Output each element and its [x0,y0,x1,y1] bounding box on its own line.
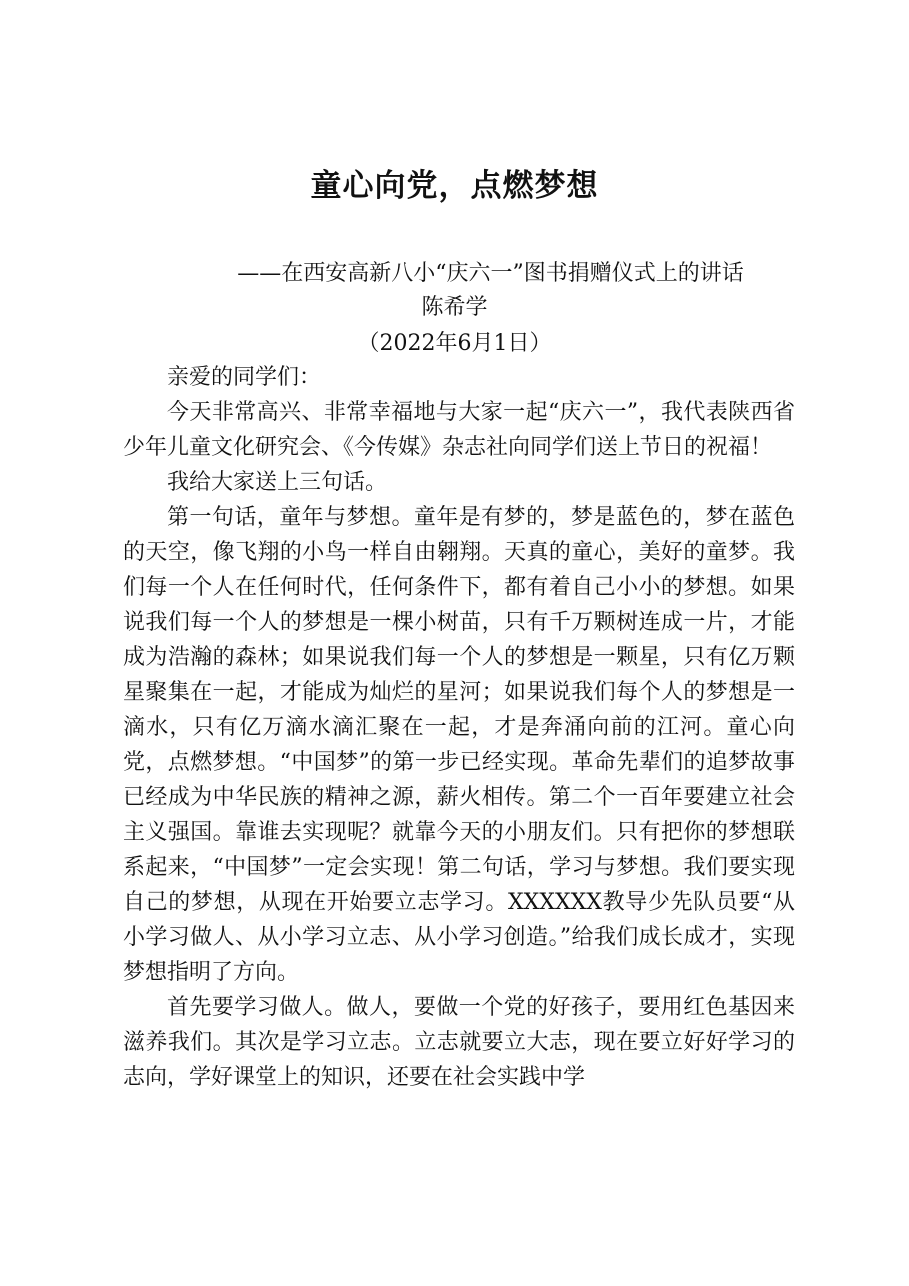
document-date: （2022年6月1日） [357,331,552,356]
paragraph: 首先要学习做人。做人，要做一个党的好孩子，要用红色基因来滋养我们。其次是学习立志。立志就要立大志，现在要立好好学习的志向，学好课堂上的知识，还要在社会实践中学 [123,995,795,1090]
paragraph: 今天非常高兴、非常幸福地与大家一起“庆六一”，我代表陕西省少年儿童文化研究会、《今传媒》杂志社向同学们送上节日的祝福！ [123,400,795,460]
paragraph: 我给大家送上三句话。 [167,470,388,495]
document-subtitle: ——在西安高新八小“庆六一”图书捐赠仪式上的讲话 [237,261,744,286]
paragraph: 第一句话，童年与梦想。童年是有梦的，梦是蓝色的，梦在蓝色的天空，像飞翔的小鸟一样自由翱翔。天真的童心，美好的童梦。我们每一个人在任何时代，任何条件下，都有着自己小小的梦想。如果说我们每一个人的梦想是一棵小树苗，只有千万颗树连成一片，才能成为浩瀚的森林；如果说我们每一个人的梦想是一颗星，只有亿万颗星聚集在一起，才能成为灿烂的星河；如果说我们每个人的梦想是一滴水，只有亿万滴水滴汇聚在一起，才是奔涌向前的江河。童心向党，点燃梦想。“中国梦”的第一步已经实现。革命先辈们的追梦故事已经成为中华民族的精神之源，薪火相传。第二个一百年要建立社会主义强国。靠谁去实现呢？就靠今天的小朋友们。只有把你的梦想联系起来，“中国梦”一定会实现！第二句话，学习与梦想。我们要实现自己的梦想，从现在开始要立志学习。XXXXXX教导少先队员要“从小学习做人、从小学习立志、从小学习创造。”给我们成长成才，实现梦想指明了方向。 [123,505,795,985]
document-author: 陈希学 [421,295,488,320]
document-body [123,360,795,1095]
document-title: 童心向党，点燃梦想 [310,168,599,204]
paragraph-salutation: 亲爱的同学们： [167,365,322,390]
